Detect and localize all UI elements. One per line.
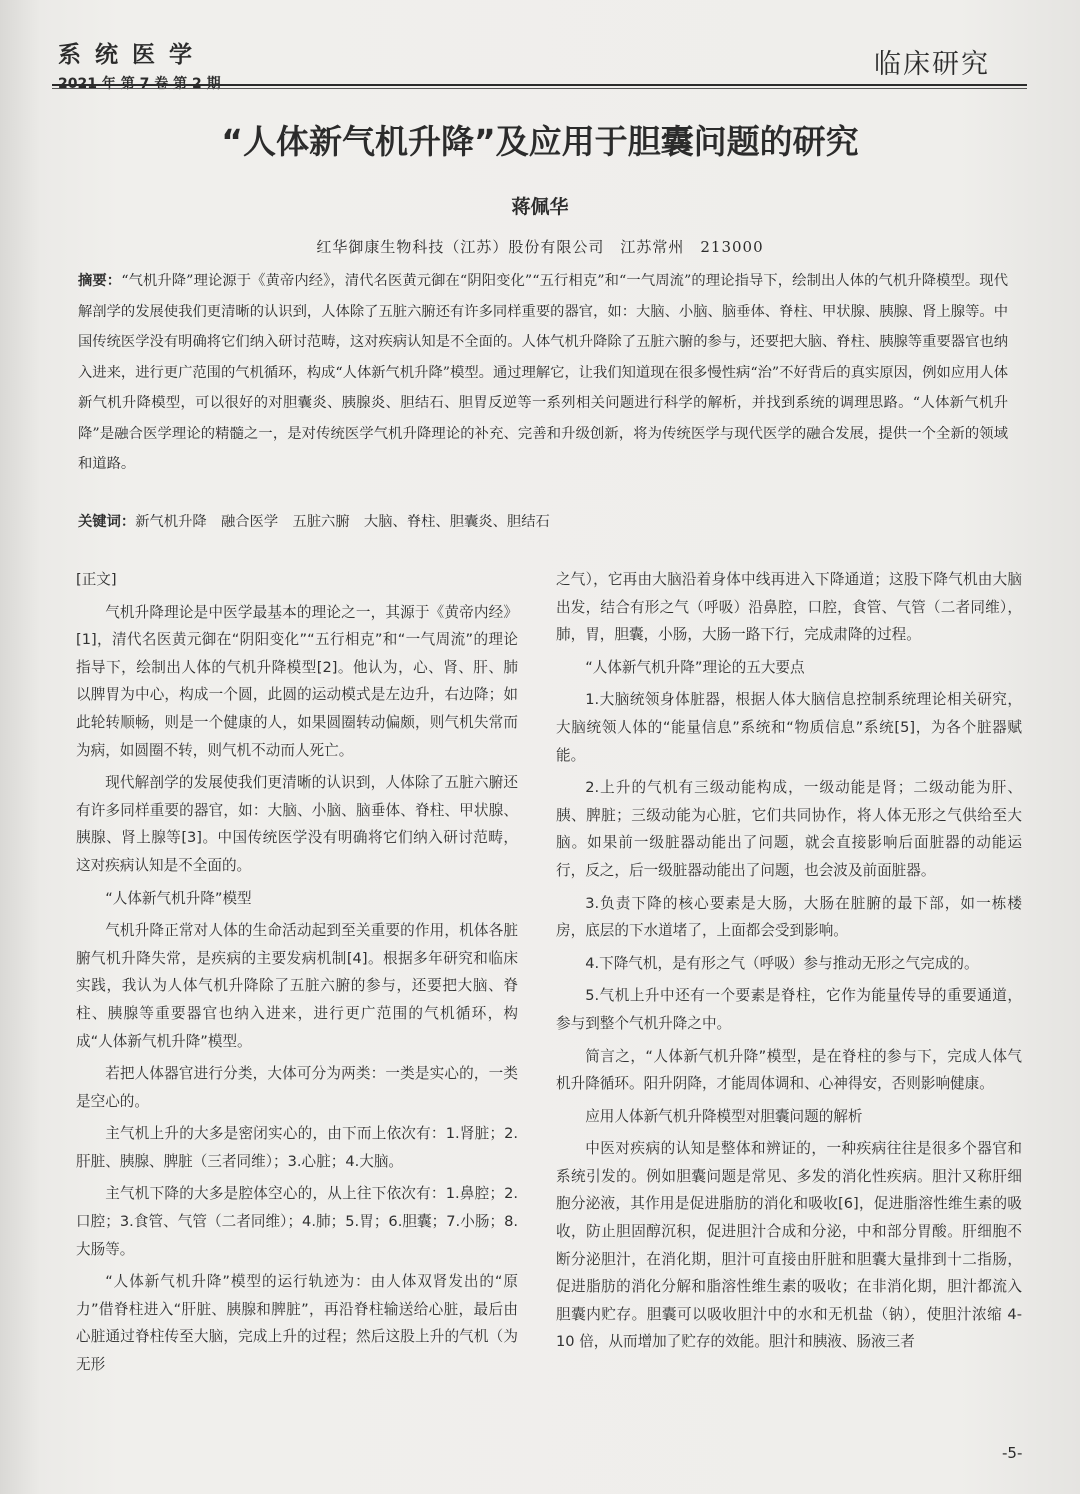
article-title: “人体新气机升降”及应用于胆囊问题的研究 bbox=[221, 122, 859, 161]
section-heading: “人体新气机升降”模型 bbox=[105, 889, 252, 907]
article-author: 蒋佩华 bbox=[511, 196, 569, 218]
page-number: -5- bbox=[1002, 1444, 1023, 1462]
issue-info: 2021 年 第 7 卷 第 2 期 bbox=[58, 76, 221, 92]
paragraph: 气机升降正常对人体的生命活动起到至关重要的作用，机体各脏腑气机升降失常，是疾病的主要发病机制[4]。根据多年研究和临床实践，我认为人体气机升降除了五脏六腑的参与，还要把大脑、脊柱、胰腺等重要器官也纳入进来，进行更广范围的气机循环，构成“人体新气机升降”模型。 bbox=[76, 922, 518, 1050]
journal-name: 系统医学 bbox=[58, 42, 206, 68]
keywords-label: 关键词： bbox=[78, 514, 136, 530]
paragraph: 气机升降理论是中医学最基本的理论之一，其源于《黄帝内经》[1]，清代名医黄元御在“阴阳变化”“五行相克”和“一气周流”的理论指导下，绘制出人体的气机升降模型[2]。他认为，心、肾、肝、肺以脾胃为中心，构成一个圆，此圆的运动模式是左边升，右边降；如此轮转顺畅，则是一个健康的人，如果圆圈转动偏颇，则气机失常而为病，如圆圈不转，则气机不动而人死亡。 bbox=[76, 603, 518, 759]
paragraph: 3.负责下降的核心要素是大肠，大肠在脏腑的最下部，如一栋楼房，底层的下水道堵了，上面都会受到影响。 bbox=[556, 894, 1022, 940]
abstract bbox=[78, 266, 1008, 480]
section-label: 临床研究 bbox=[874, 49, 990, 80]
section-heading: “人体新气机升降”理论的五大要点 bbox=[585, 658, 805, 676]
paragraph: 4.下降气机，是有形之气（呼吸）参与推动无形之气完成的。 bbox=[585, 954, 979, 972]
paragraph: 现代解剖学的发展使我们更清晰的认识到，人体除了五脏六腑还有许多同样重要的器官，如：大脑、小脑、脑垂体、脊柱、甲状腺、胰腺、肾上腺等[3]。中国传统医学没有明确将它们纳入研讨范畴，这对疾病认知是不全面的。 bbox=[76, 774, 518, 874]
abstract-text: “气机升降”理论源于《黄帝内经》，清代名医黄元御在“阴阳变化”“五行相克”和“一气周流”的理论指导下，绘制出人体的气机升降模型。现代解剖学的发展使我们更清晰的认识到，人体除了五脏六腑还有许多同样重要的器官，如：大脑、小脑、脑垂体、脊柱、甲状腺、胰腺、肾上腺等。中国传统医学没有明确将它们纳入研讨范畴，这对疾病认知是不全面的。人体气机升降除了五脏六腑的参与，还要把大脑、脊柱、胰腺等重要器官也纳入进来，进行更广范围的气机循环，构成“人体新气机升降”模型。通过理解它，让我们知道现在很多慢性病“治”不好背后的真实原因，例如应用人体新气机升降模型，可以很好的对胆囊炎、胰腺炎、胆结石、胆胃反逆等一系列相关问题进行科学的解析，并找到系统的调理思路。“人体新气机升降”是融合医学理论的精髓之一，是对传统医学气机升降理论的补充、完善和升级创新，将为传统医学与现代医学的融合发展，提供一个全新的领域和道路。 bbox=[78, 273, 1008, 472]
author-affiliation: 红华御康生物科技（江苏）股份有限公司 江苏常州 213000 bbox=[316, 238, 764, 256]
paragraph: 若把人体器官进行分类，大体可分为两类：一类是实心的，一类是空心的。 bbox=[76, 1065, 518, 1110]
paragraph: 5.气机上升中还有一个要素是脊柱，它作为能量传导的重要通道，参与到整个气机升降之中。 bbox=[556, 987, 1022, 1032]
paragraph: 简言之，“人体新气机升降”模型，是在脊柱的参与下，完成人体气机升降循环。阳升阴降，才能周体调和、心神得安，否则影响健康。 bbox=[556, 1047, 1022, 1093]
paragraph: 2.上升的气机有三级动能构成，一级动能是肾；二级动能为肝、胰、脾脏；三级动能为心脏，它们共同协作，将人体无形之气供给至大脑。如果前一级脏器动能出了问题，就会直接影响后面脏器的动能运行，反之，后一级脏器动能出了问题，也会波及前面脏器。 bbox=[556, 779, 1022, 879]
header-rule-thin bbox=[52, 88, 1027, 89]
paragraph: “人体新气机升降”模型的运行轨迹为：由人体双肾发出的“原力”借脊柱进入“肝脏、胰腺和脾脏”，再沿脊柱输送给心脏，最后由心脏通过脊柱传至大脑，完成上升的过程；然后这股上升的气机（为无形 bbox=[76, 1273, 518, 1374]
paragraph: 主气机下降的大多是腔体空心的，从上往下依次有：1.鼻腔；2.口腔；3.食管、气管（二者同维）；4.肺；5.胃；6.胆囊；7.小肠；8.大肠等。 bbox=[76, 1185, 518, 1258]
keywords-text: 新气机升降 融合医学 五脏六腑 大脑、脊柱、胆囊炎、胆结石 bbox=[135, 514, 550, 530]
body-column-right bbox=[556, 566, 1022, 1361]
paragraph-continued: 之气），它再由大脑沿着身体中线再进入下降通道；这股下降气机由大脑出发，结合有形之气（呼吸）沿鼻腔，口腔，食管、气管（二者同维），肺，胃，胆囊，小肠，大肠一路下行，完成肃降的过程。 bbox=[556, 571, 1022, 644]
section-tag: [正文] bbox=[76, 571, 117, 588]
paragraph: 中医对疾病的认知是整体和辨证的，一种疾病往往是很多个器官和系统引发的。例如胆囊问题是常见、多发的消化性疾病。胆汁又称肝细胞分泌液，其作用是促进脂肪的消化和吸收[6]，促进脂溶性维生素的吸收，防止胆固醇沉积，促进胆汁合成和分泌，中和部分胃酸。肝细胞不断分泌胆汁，在消化期，胆汁可直接由肝脏和胆囊大量排到十二指肠，促进脂肪的消化分解和脂溶性维生素的吸收；在非消化期，胆汁都流入胆囊内贮存。胆囊可以吸收胆汁中的水和无机盐（钠），使胆汁浓缩 4-10 倍，从而增加了贮存的效能。胆汁和胰液、肠液三者 bbox=[556, 1140, 1022, 1351]
paragraph: 主气机上升的大多是密闭实心的，由下而上依次有：1.肾脏；2.肝脏、胰腺、脾脏（三者同维）；3.心脏；4.大脑。 bbox=[76, 1125, 518, 1170]
header-rule bbox=[52, 84, 1027, 86]
paragraph: 1.大脑统领身体脏器，根据人体大脑信息控制系统理论相关研究，大脑统领人体的“能量信息”系统和“物质信息”系统[5]，为各个脏器赋能。 bbox=[556, 691, 1022, 764]
body-column-left bbox=[76, 566, 518, 1384]
keywords bbox=[78, 508, 1008, 536]
abstract-label: 摘要： bbox=[78, 273, 122, 289]
section-heading: 应用人体新气机升降模型对胆囊问题的解析 bbox=[585, 1107, 863, 1125]
